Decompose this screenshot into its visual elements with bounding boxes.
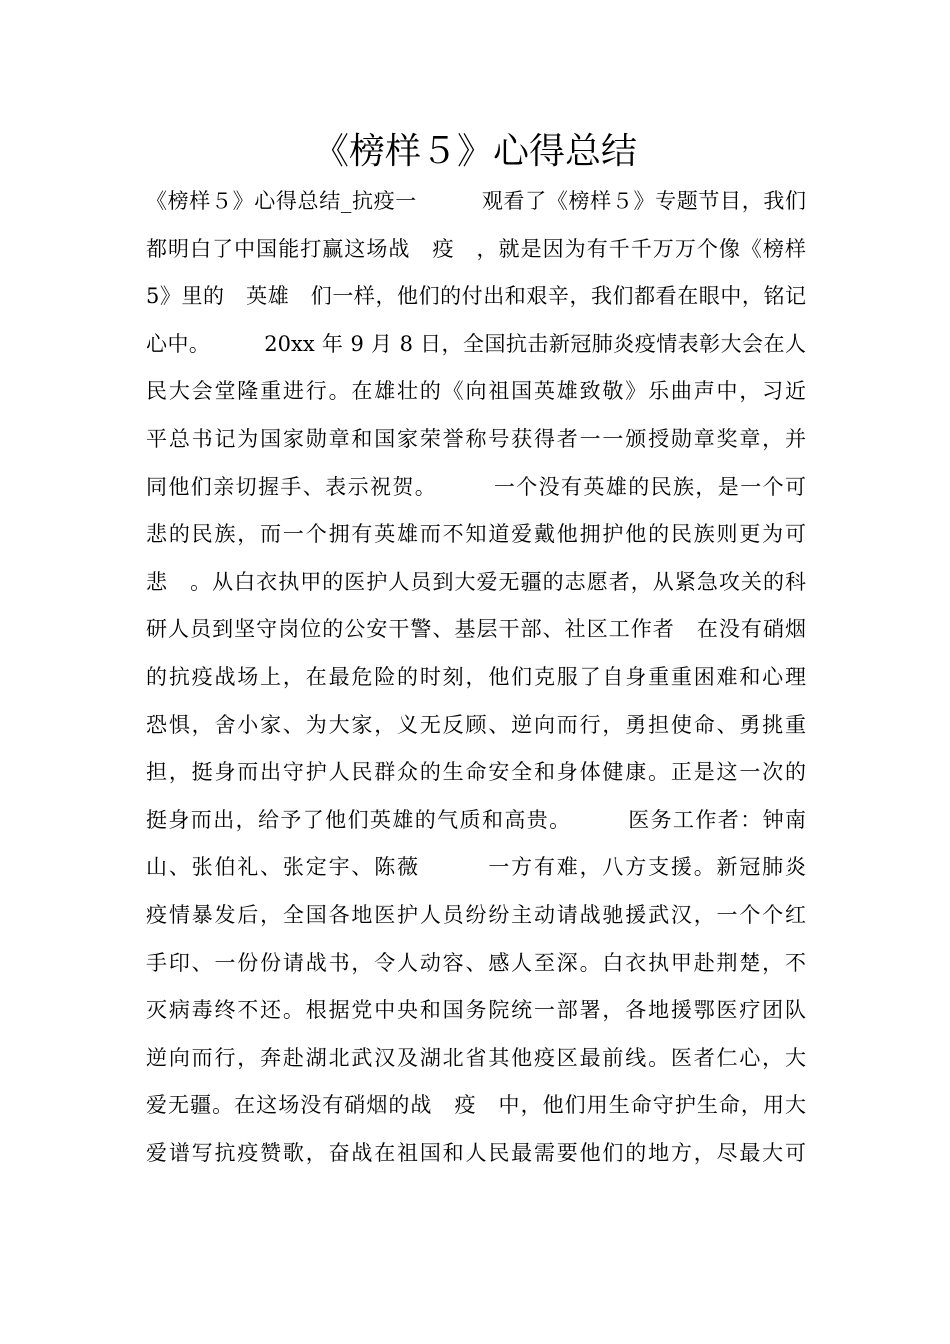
body-line: 《榜样５》心得总结_抗疫一 观看了《榜样５》专题节目，我们 [146,189,806,213]
body-line: 心中。 20xx 年 9 月 8 日，全国抗击新冠肺炎疫情表彰大会在人 [146,331,806,356]
document-body [146,178,806,1177]
body-line: 悲 。从白衣执甲的医护人员到大爱无疆的志愿者，从紧急攻关的科 [146,569,806,594]
body-line: 的抗疫战场上，在最危险的时刻，他们克服了自身重重困难和心理 [146,664,806,689]
body-line: 同他们亲切握手、表示祝贺。 一个没有英雄的民族，是一个可 [146,474,806,499]
body-line: 爱无疆。在这场没有硝烟的战 疫 中，他们用生命守护生命，用大 [146,1093,806,1118]
body-line: 山、张伯礼、张定宇、陈薇 一方有难，八方支援。新冠肺炎 [146,855,806,880]
body-line: 研人员到坚守岗位的公安干警、基层干部、社区工作者 在没有硝烟 [146,617,806,642]
body-line: 灭病毒终不还。根据党中央和国务院统一部署，各地援鄂医疗团队 [146,998,806,1023]
body-line: 5》里的 英雄 们一样，他们的付出和艰辛，我们都看在眼中，铭记 [146,284,806,309]
body-line: 悲的民族，而一个拥有英雄而不知道爱戴他拥护他的民族则更为可 [146,522,806,547]
body-line: 挺身而出，给予了他们英雄的气质和高贵。 医务工作者：钟南 [146,807,806,832]
body-line: 都明白了中国能打赢这场战 疫 ，就是因为有千千万万个像《榜样 [146,236,806,261]
document-title: 《榜样５》心得总结 [312,131,637,172]
body-line: 爱谱写抗疫赞歌，奋战在祖国和人民最需要他们的地方，尽最大可 [146,1140,806,1165]
body-line: 手印、一份份请战书，令人动容、感人至深。白衣执甲赴荆楚，不 [146,950,806,975]
body-line: 恐惧，舍小家、为大家，义无反顾、逆向而行，勇担使命、勇挑重 [146,712,806,737]
body-line: 担，挺身而出守护人民群众的生命安全和身体健康。正是这一次的 [146,760,806,785]
body-line: 疫情暴发后，全国各地医护人员纷纷主动请战驰援武汉，一个个红 [146,902,806,927]
body-line: 逆向而行，奔赴湖北武汉及湖北省其他疫区最前线。医者仁心，大 [146,1045,806,1070]
body-line: 平总书记为国家勋章和国家荣誉称号获得者一一颁授勋章奖章，并 [146,426,806,451]
body-line: 民大会堂隆重进行。在雄壮的《向祖国英雄致敬》乐曲声中，习近 [146,379,806,404]
